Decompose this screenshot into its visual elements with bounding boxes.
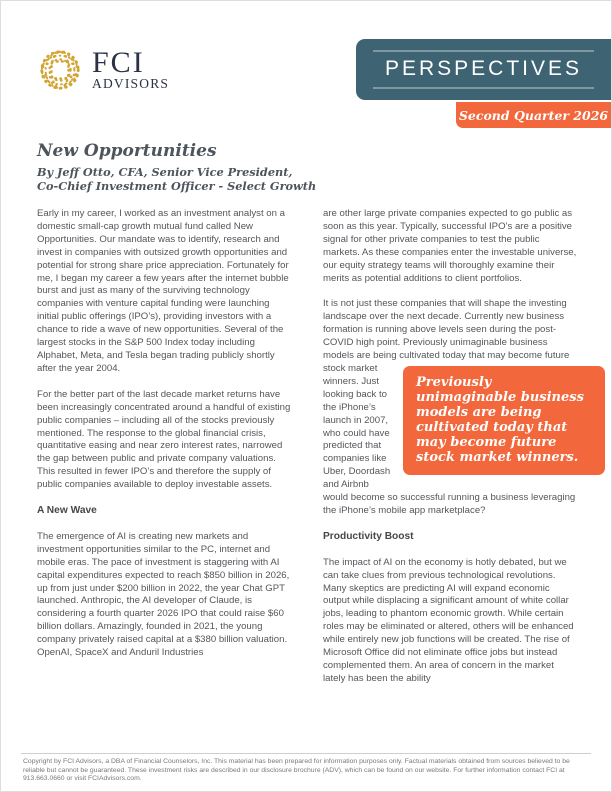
paragraph-text-after-quote: today that may become future stock market winners. Just looking back to the iPhone’s launch in 2007, who could have predicted that companies like Uber, Doordash and Airbnb would become so successful running a business leveraging the iPhone’s mobile app marketplace? <box>323 350 576 516</box>
fci-advisors-logo <box>37 47 169 93</box>
left-column <box>37 208 293 673</box>
paragraph: are other large private companies expected to go public as soon as this year. Typically, successful IPO’s are a positive signal for other private companies to test the public markets. As these companies enter the investable universe, our equity strategy teams will thoroughly examine their merits as potential additions to client portfolios. <box>323 208 577 284</box>
paragraph: The impact of AI on the economy is hotly debated, but we can take clues from previous technological revolutions. Many skeptics are predicting AI will expand economic output while displacing a significant amount of white collar jobs, leading to phantom economic growth. While certain roles may be eliminated or altered, others will be enhanced while entirely new job functions will be created. The rise of Microsoft Office did not eliminate office jobs but instead complemented them. An area of concern in the market lately has been the ability <box>323 556 574 684</box>
footer-disclosure: Copyright by FCI Advisors, a DBA of Financial Counselors, Inc. This material has been prepared for information purposes only. Factual materials obtained from sources believed to be reliable but cannot be guaranteed. These investment risks are described in our disclosure brochure (ADV), which can be found on our website. For further information contact FCI at 913.663.0660 or visit FCIAdvisors.com. <box>23 758 570 783</box>
paragraph: Early in my career, I worked as an investment analyst on a domestic small-cap growth mutual fund called New Opportunities. Our mandate was to identify, research and invest in companies with outsized growth opportunities and potential for strong share price appreciation. Fortunately for me, I began my career a few years after the internet bubble burst and just as many of the surviving technology companies with venture capital funding were launching initial public offerings (IPO’s), providing investors with a chance to ride a wave of new opportunities. Several of the largest stocks in the S&P 500 Index today including Alphabet, Meta, and Tesla began trading publicly shortly after the year 2004. <box>37 208 289 374</box>
pull-quote-box: Previously unimaginable business models are being cultivated today that may become future stock market winners. <box>403 366 605 475</box>
paragraph: The emergence of AI is creating new markets and investment opportunities similar to the PC, internet and mobile eras. The pace of investment is staggering with AI capital expenditures expected to reach $850 billion in 2026, up from just under $200 billion in 2022, the year Chat GPT launched. Anthropic, the AI developer of Claude, is considering a fourth quarter 2026 IPO that could raise $60 billion dollars. Amazingly, founded in 2021, the young company privately raised capital at a $380 billion valuation. OpenAI, SpaceX and Anduril Industries <box>37 530 290 659</box>
section-heading-a-new-wave: A New Wave <box>37 505 97 517</box>
footer-divider <box>21 753 591 754</box>
paragraph-text-before-quote: It is not just these companies that will shape the investing landscape over the next decade. Currently new business formation is running above levels seen during the post-COVID high point. Previously unimaginable business models are being cultivated <box>323 298 567 362</box>
logo-text-advisors: ADVISORS <box>92 75 170 91</box>
byline-line-1: By Jeff Otto, CFA, Senior Vice President, <box>37 165 293 179</box>
paragraph: For the better part of the last decade market returns have been increasingly concentrated around a handful of existing public companies – including all of the stocks previously mentioned. The response to the global financial crisis, quantitative easing and near zero interest rates, narrowed the gap between public and private company valuations. This resulted in fewer IPO’s and therefore the supply of public companies available to deploy investable assets. <box>37 388 291 491</box>
logo-text-fci: FCI <box>92 45 145 79</box>
section-heading-productivity-boost: Productivity Boost <box>323 530 414 542</box>
quarter-ribbon <box>456 102 611 128</box>
article-byline <box>37 166 316 193</box>
quarter-label: Second Quarter 2026 <box>458 107 609 123</box>
logo-wordmark <box>92 45 170 91</box>
banner-title: PERSPECTIVES <box>373 50 594 89</box>
perspectives-banner <box>356 39 611 100</box>
right-column <box>323 208 584 699</box>
article-title: New Opportunities <box>37 141 217 161</box>
byline-line-2: Co-Chief Investment Officer - Select Growth <box>37 178 317 193</box>
globe-dots-icon <box>37 47 83 93</box>
paragraph-with-pullquote <box>323 298 584 517</box>
